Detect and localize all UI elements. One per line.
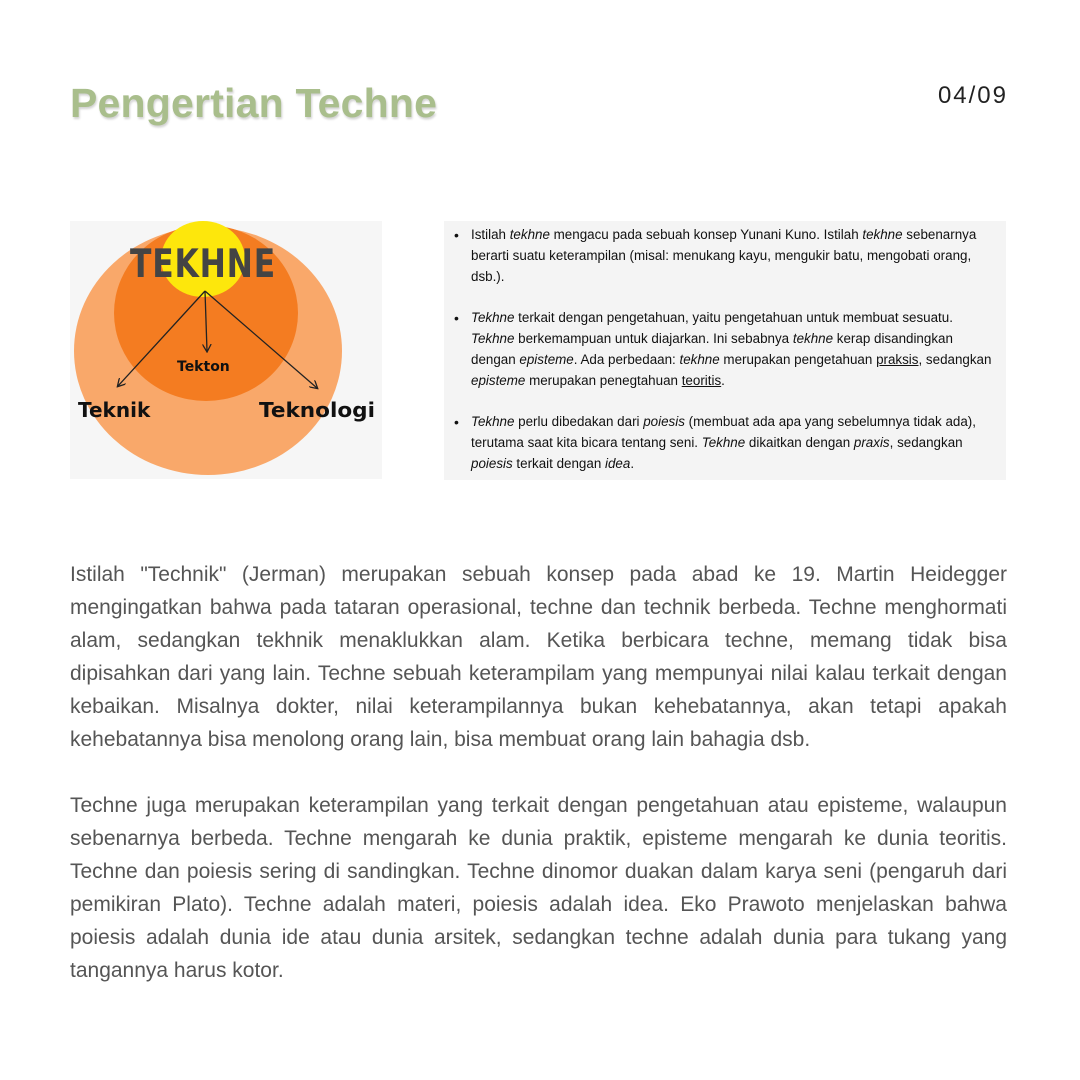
bullet-italic-term: tekhne xyxy=(679,351,720,367)
tekhne-label: TEKHNE xyxy=(130,242,276,287)
bullet-text: . xyxy=(630,455,635,471)
teknik-label: Teknik xyxy=(78,398,151,422)
bullet-text: Istilah xyxy=(471,227,510,242)
bullet-italic-term: idea xyxy=(605,455,631,471)
page-title: Pengertian Techne xyxy=(70,80,438,126)
bullet-text: terkait dengan pengetahuan, yaitu pengetahuan untuk membuat sesuatu. xyxy=(514,310,953,326)
bullet-italic-term: tekhne xyxy=(862,227,903,242)
bullet-item-tekhne-knowledge xyxy=(454,308,992,391)
bullet-item-tekhne-definition xyxy=(454,225,992,287)
bullet-italic-term: praxis xyxy=(853,434,890,450)
bullet-italic-term: episteme xyxy=(471,372,526,388)
bullet-italic-term: Tekhne xyxy=(471,330,515,346)
bullet-text: , sedangkan xyxy=(918,351,992,367)
tekton-label: Tekton xyxy=(177,359,230,375)
bullet-italic-term: tekhne xyxy=(792,330,834,346)
bullet-italic-term: Tekhne xyxy=(471,310,515,326)
body-paragraph-2: Techne juga merupakan keterampilan yang terkait dengan pengetahuan atau episteme, walaupun sebenarnya berbeda. Techne mengarah ke dunia praktik, episteme mengarah ke dunia teoritis. Techne dan poiesis sering di sandingkan. Techne dinomor duakan dalam karya seni (pengaruh dari pemikiran Plato). Techne adalah materi, poiesis adalah idea. Eko Prawoto menjelaskan bahwa poiesis adalah dunia ide atau dunia arsitek, sedangkan techne adalah dunia para tukang yang tangannya harus kotor. xyxy=(70,794,1007,982)
bullet-text: (membuat ada apa yang sebelumnya tidak ada), terutama saat kita bicara tentang seni. xyxy=(471,414,976,450)
body-paragraph-1: Istilah "Technik" (Jerman) merupakan sebuah konsep pada abad ke 19. Martin Heidegger mengingatkan bahwa pada tataran operasional, techne dan technik berbeda. Techne menghormati alam, sedangkan tekhnik menaklukkan alam. Ketika berbicara techne, memang tidak bisa dipisahkan dari yang lain. Techne sebuah keterampilam yang mempunyai nilai kalau terkait dengan kebaikan. Misalnya dokter, nilai keterampilannya bukan kehebatannya, akan tetapi apakah kehebatannya bisa menolong orang lain, bisa membuat orang lain bahagia dsb. xyxy=(70,563,1007,751)
body-text xyxy=(70,558,1007,1020)
tekhne-diagram xyxy=(70,221,382,479)
bullet-text: merupakan penegtahuan xyxy=(525,372,682,388)
bullet-text: dikaitkan dengan xyxy=(745,434,854,450)
bullet-italic-term: Tekhne xyxy=(701,434,746,450)
bullet-underlined-term: praksis xyxy=(876,351,919,367)
bullet-italic-term: poiesis xyxy=(471,455,513,471)
bullet-underlined-term: teoritis xyxy=(681,372,722,388)
bullet-text: perlu dibedakan dari xyxy=(514,414,644,430)
bullet-panel xyxy=(444,221,1006,480)
bullet-text: . Ada perbedaan: xyxy=(573,351,680,367)
bullet-text: mengacu pada sebuah konsep Yunani Kuno. Istilah xyxy=(549,227,863,242)
bullet-text: , sedangkan xyxy=(889,434,963,450)
bullet-italic-term: episteme xyxy=(519,351,574,367)
tekhne-diagram-svg xyxy=(70,221,382,479)
bullet-text: berkemampuan untuk diajarkan. Ini sebabnya xyxy=(514,330,793,346)
bullet-italic-term: tekhne xyxy=(509,227,550,242)
bullet-text: kerap disandingkan dengan xyxy=(471,330,953,367)
bullet-list xyxy=(454,225,992,475)
teknologi-label: Teknologi xyxy=(259,398,375,422)
bullet-text: merupakan pengetahuan xyxy=(719,351,877,367)
bullet-text: . xyxy=(721,372,725,388)
bullet-italic-term: Tekhne xyxy=(471,414,515,430)
page-number: 04/09 xyxy=(937,82,1008,109)
bullet-text: terkait dengan xyxy=(512,455,605,471)
bullet-text: sebenarnya berarti suatu keterampilan (misal: menukang kayu, mengukir batu, mengobati orang, dsb.). xyxy=(471,227,977,284)
bullet-italic-term: poiesis xyxy=(643,414,685,430)
bullet-item-tekhne-poiesis xyxy=(454,412,992,474)
